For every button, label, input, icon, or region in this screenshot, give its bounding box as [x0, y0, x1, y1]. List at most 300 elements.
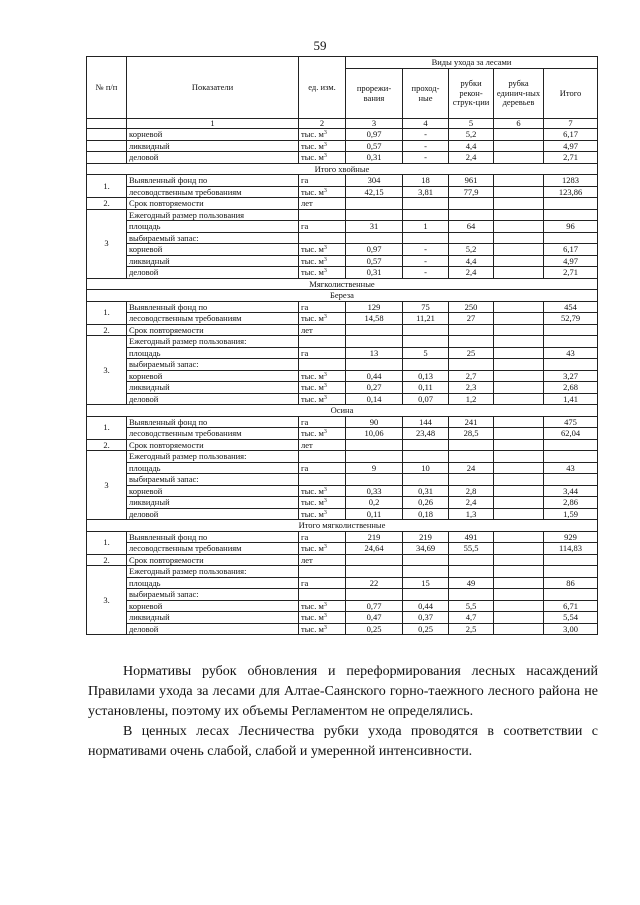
row-label: Ежегодный размер пользования: — [127, 451, 299, 463]
value-cell: 0,77 — [346, 600, 403, 612]
value-cell: 0,14 — [346, 393, 403, 405]
value-cell — [544, 359, 598, 371]
value-cell: 961 — [449, 175, 494, 187]
section-title: Осина — [87, 405, 598, 417]
row-number: 1. — [87, 301, 127, 324]
value-cell — [346, 209, 403, 221]
row-label: деловой — [127, 393, 299, 405]
value-cell — [494, 140, 544, 152]
row-unit — [299, 451, 346, 463]
row-label: Выявленный фонд по — [127, 531, 299, 543]
value-cell — [449, 554, 494, 566]
row-unit: тыс. $м^3$ — [299, 129, 346, 141]
value-cell: 96 — [544, 221, 598, 233]
value-cell — [494, 554, 544, 566]
table-row — [87, 393, 598, 405]
value-cell: 1,59 — [544, 508, 598, 520]
row-label: деловой — [127, 623, 299, 635]
value-cell — [403, 198, 449, 210]
col-header-passing: проход-ные — [403, 69, 449, 119]
value-cell: 0,31 — [403, 485, 449, 497]
table-row — [87, 198, 598, 210]
value-cell — [403, 232, 449, 244]
paragraph: В ценных лесах Лесничества рубки ухода проводятся в соответствии с нормативами очень слабой, слабой и умеренной интенсивности. — [88, 724, 598, 759]
value-cell: 43 — [544, 462, 598, 474]
value-cell — [494, 244, 544, 256]
row-number: 1. — [87, 531, 127, 554]
value-cell — [494, 313, 544, 325]
row-unit: тыс. $м^3$ — [299, 267, 346, 279]
value-cell: 62,04 — [544, 428, 598, 440]
value-cell — [544, 554, 598, 566]
value-cell — [544, 209, 598, 221]
row-label: ликвидный — [127, 497, 299, 509]
value-cell: 27 — [449, 313, 494, 325]
value-cell — [494, 451, 544, 463]
value-cell — [346, 336, 403, 348]
value-cell — [494, 301, 544, 313]
row-label: ликвидный — [127, 612, 299, 624]
row-label: выбираемый запас: — [127, 589, 299, 601]
table-row — [87, 186, 598, 198]
col-index: 7 — [544, 119, 598, 129]
table-row — [87, 451, 598, 463]
value-cell — [494, 462, 544, 474]
value-cell: 55,5 — [449, 543, 494, 555]
value-cell: 25 — [449, 347, 494, 359]
value-cell: 250 — [449, 301, 494, 313]
value-cell: 3,27 — [544, 370, 598, 382]
value-cell — [494, 324, 544, 336]
row-unit: га — [299, 462, 346, 474]
row-unit: тыс. $м^3$ — [299, 152, 346, 164]
row-unit: тыс. $м^3$ — [299, 543, 346, 555]
value-cell — [494, 255, 544, 267]
value-cell: 114,83 — [544, 543, 598, 555]
value-cell: 6,17 — [544, 244, 598, 256]
value-cell: 11,21 — [403, 313, 449, 325]
row-label: Срок повторяемости — [127, 324, 299, 336]
row-number — [87, 129, 127, 141]
body-text — [88, 662, 598, 762]
value-cell — [346, 566, 403, 578]
col-index — [87, 119, 127, 129]
col-index: 6 — [494, 119, 544, 129]
value-cell: 144 — [403, 416, 449, 428]
row-unit: тыс. $м^3$ — [299, 370, 346, 382]
value-cell: 5 — [403, 347, 449, 359]
table-row — [87, 485, 598, 497]
row-number: 3 — [87, 209, 127, 278]
value-cell: 4,4 — [449, 140, 494, 152]
page-number: 59 — [313, 38, 327, 53]
row-label: Выявленный фонд по — [127, 416, 299, 428]
value-cell — [494, 232, 544, 244]
value-cell — [449, 209, 494, 221]
table-row — [87, 209, 598, 221]
value-cell — [494, 497, 544, 509]
table-row — [87, 359, 598, 371]
row-label: Ежегодный размер пользования — [127, 209, 299, 221]
forest-care-table — [86, 56, 598, 635]
value-cell: 0,97 — [346, 244, 403, 256]
value-cell: - — [403, 129, 449, 141]
row-label: площадь — [127, 462, 299, 474]
row-unit — [299, 359, 346, 371]
row-unit: га — [299, 577, 346, 589]
value-cell: 2,71 — [544, 152, 598, 164]
value-cell: - — [403, 140, 449, 152]
row-number: 3 — [87, 451, 127, 520]
row-number: 2. — [87, 554, 127, 566]
row-unit: тыс. $м^3$ — [299, 497, 346, 509]
table-row — [87, 382, 598, 394]
row-number: 2. — [87, 198, 127, 210]
row-number — [87, 140, 127, 152]
table-body — [87, 129, 598, 635]
table-row — [87, 301, 598, 313]
value-cell: 0,27 — [346, 382, 403, 394]
value-cell: 0,31 — [346, 267, 403, 279]
row-number: 1. — [87, 416, 127, 439]
row-unit: тыс. $м^3$ — [299, 382, 346, 394]
value-cell — [403, 324, 449, 336]
section-title: Береза — [87, 290, 598, 302]
table-row — [87, 589, 598, 601]
row-label: лесоводственным требованиям — [127, 543, 299, 555]
value-cell: 5,54 — [544, 612, 598, 624]
row-unit: лет — [299, 439, 346, 451]
value-cell — [544, 451, 598, 463]
col-header-indicator: Показатели — [127, 57, 299, 119]
value-cell — [346, 232, 403, 244]
row-unit: га — [299, 347, 346, 359]
value-cell: 86 — [544, 577, 598, 589]
row-unit — [299, 474, 346, 486]
value-cell — [544, 566, 598, 578]
col-index: 2 — [299, 119, 346, 129]
value-cell — [449, 336, 494, 348]
row-label: выбираемый запас: — [127, 232, 299, 244]
value-cell: 0,31 — [346, 152, 403, 164]
row-unit: тыс. $м^3$ — [299, 600, 346, 612]
table-row — [87, 543, 598, 555]
row-unit: тыс. $м^3$ — [299, 508, 346, 520]
value-cell: 0,18 — [403, 508, 449, 520]
section-row — [87, 405, 598, 417]
value-cell: 42,15 — [346, 186, 403, 198]
value-cell: 5,2 — [449, 129, 494, 141]
table-row — [87, 221, 598, 233]
row-unit: тыс. $м^3$ — [299, 393, 346, 405]
value-cell — [449, 566, 494, 578]
row-unit: га — [299, 301, 346, 313]
table-row — [87, 336, 598, 348]
value-cell: 475 — [544, 416, 598, 428]
value-cell: 304 — [346, 175, 403, 187]
value-cell — [544, 439, 598, 451]
table-row — [87, 566, 598, 578]
value-cell: 2,68 — [544, 382, 598, 394]
value-cell — [403, 474, 449, 486]
row-label: деловой — [127, 152, 299, 164]
value-cell: 0,25 — [403, 623, 449, 635]
row-unit: лет — [299, 198, 346, 210]
value-cell: 0,44 — [346, 370, 403, 382]
value-cell — [494, 485, 544, 497]
value-cell: 2,7 — [449, 370, 494, 382]
table-row — [87, 232, 598, 244]
table-row — [87, 508, 598, 520]
value-cell — [494, 566, 544, 578]
value-cell — [494, 428, 544, 440]
row-label: корневой — [127, 129, 299, 141]
row-label: лесоводственным требованиям — [127, 186, 299, 198]
section-title: Итого хвойные — [87, 163, 598, 175]
value-cell — [544, 336, 598, 348]
value-cell: 3,81 — [403, 186, 449, 198]
value-cell: 1,2 — [449, 393, 494, 405]
value-cell: 1,41 — [544, 393, 598, 405]
value-cell — [346, 474, 403, 486]
value-cell: 43 — [544, 347, 598, 359]
value-cell: 18 — [403, 175, 449, 187]
row-label: корневой — [127, 370, 299, 382]
value-cell: 34,69 — [403, 543, 449, 555]
value-cell: 2,86 — [544, 497, 598, 509]
value-cell — [346, 589, 403, 601]
value-cell — [449, 439, 494, 451]
value-cell: 52,79 — [544, 313, 598, 325]
col-index: 3 — [346, 119, 403, 129]
value-cell: 0,13 — [403, 370, 449, 382]
value-cell: 24 — [449, 462, 494, 474]
value-cell: - — [403, 255, 449, 267]
col-header-total: Итого — [544, 69, 598, 119]
value-cell — [494, 209, 544, 221]
row-label: деловой — [127, 267, 299, 279]
value-cell — [449, 198, 494, 210]
value-cell — [403, 451, 449, 463]
value-cell — [346, 198, 403, 210]
row-label: Срок повторяемости — [127, 198, 299, 210]
value-cell: 77,9 — [449, 186, 494, 198]
value-cell: 4,7 — [449, 612, 494, 624]
value-cell: 3,00 — [544, 623, 598, 635]
col-header-unit: ед. изм. — [299, 57, 346, 119]
value-cell: 0,57 — [346, 255, 403, 267]
value-cell: 90 — [346, 416, 403, 428]
value-cell: 2,3 — [449, 382, 494, 394]
value-cell: 64 — [449, 221, 494, 233]
table-row — [87, 267, 598, 279]
value-cell: 454 — [544, 301, 598, 313]
value-cell: 0,07 — [403, 393, 449, 405]
row-unit: га — [299, 416, 346, 428]
col-header-group: Виды ухода за лесами — [346, 57, 598, 69]
value-cell — [544, 589, 598, 601]
row-label: Срок повторяемости — [127, 439, 299, 451]
value-cell: - — [403, 244, 449, 256]
section-row — [87, 278, 598, 290]
value-cell — [449, 474, 494, 486]
value-cell: 0,11 — [346, 508, 403, 520]
row-number: 2. — [87, 324, 127, 336]
value-cell — [449, 589, 494, 601]
value-cell — [494, 336, 544, 348]
value-cell: 0,26 — [403, 497, 449, 509]
row-label: Выявленный фонд по — [127, 301, 299, 313]
value-cell — [494, 152, 544, 164]
value-cell — [346, 451, 403, 463]
value-cell — [449, 324, 494, 336]
value-cell: 31 — [346, 221, 403, 233]
table-row — [87, 554, 598, 566]
value-cell: 4,97 — [544, 255, 598, 267]
table-row — [87, 416, 598, 428]
value-cell: 0,47 — [346, 612, 403, 624]
value-cell — [403, 566, 449, 578]
value-cell — [403, 589, 449, 601]
value-cell: 24,64 — [346, 543, 403, 555]
col-header-num: № п/п — [87, 57, 127, 119]
value-cell: 75 — [403, 301, 449, 313]
value-cell: 10,06 — [346, 428, 403, 440]
value-cell: 0,97 — [346, 129, 403, 141]
paragraph: Нормативы рубок обновления и переформирования лесных насаждений Правилами ухода за лесами для Алтае-Саянского горно-таежного лесного района не установлены, поэтому их объемы Регламентом не определялись. — [88, 664, 598, 719]
value-cell — [403, 336, 449, 348]
col-index: 5 — [449, 119, 494, 129]
value-cell — [494, 589, 544, 601]
row-label: лесоводственным требованиям — [127, 428, 299, 440]
table-row — [87, 474, 598, 486]
value-cell — [346, 324, 403, 336]
row-label: ликвидный — [127, 255, 299, 267]
row-label: Выявленный фонд по — [127, 175, 299, 187]
value-cell: 6,71 — [544, 600, 598, 612]
value-cell: 2,8 — [449, 485, 494, 497]
table-row — [87, 129, 598, 141]
row-label: деловой — [127, 508, 299, 520]
row-label: Срок повторяемости — [127, 554, 299, 566]
row-label: площадь — [127, 347, 299, 359]
table-row — [87, 577, 598, 589]
row-number: 1. — [87, 175, 127, 198]
value-cell — [494, 577, 544, 589]
row-label: корневой — [127, 485, 299, 497]
value-cell — [403, 439, 449, 451]
value-cell: 0,57 — [346, 140, 403, 152]
row-number: 3. — [87, 566, 127, 635]
value-cell: 15 — [403, 577, 449, 589]
section-title: Мягколиственные — [87, 278, 598, 290]
value-cell: 3,44 — [544, 485, 598, 497]
value-cell — [494, 439, 544, 451]
value-cell — [403, 209, 449, 221]
value-cell: 929 — [544, 531, 598, 543]
value-cell — [494, 129, 544, 141]
value-cell: 5,5 — [449, 600, 494, 612]
column-index-row — [87, 119, 598, 129]
row-unit: лет — [299, 554, 346, 566]
section-row — [87, 520, 598, 532]
value-cell: 2,4 — [449, 152, 494, 164]
value-cell — [494, 382, 544, 394]
row-unit: тыс. $м^3$ — [299, 428, 346, 440]
table-row — [87, 324, 598, 336]
value-cell — [544, 474, 598, 486]
value-cell: 2,4 — [449, 497, 494, 509]
value-cell — [544, 198, 598, 210]
row-label: выбираемый запас: — [127, 474, 299, 486]
row-unit: тыс. $м^3$ — [299, 244, 346, 256]
value-cell: 4,97 — [544, 140, 598, 152]
value-cell: 1,3 — [449, 508, 494, 520]
value-cell: 9 — [346, 462, 403, 474]
row-unit — [299, 566, 346, 578]
row-label: корневой — [127, 244, 299, 256]
value-cell — [494, 221, 544, 233]
table-row — [87, 623, 598, 635]
row-unit: га — [299, 175, 346, 187]
table-row — [87, 175, 598, 187]
value-cell: 2,4 — [449, 267, 494, 279]
value-cell — [494, 347, 544, 359]
value-cell: 0,44 — [403, 600, 449, 612]
section-title: Итого мягколиственные — [87, 520, 598, 532]
col-index: 4 — [403, 119, 449, 129]
row-unit: га — [299, 221, 346, 233]
row-unit: лет — [299, 324, 346, 336]
row-unit: тыс. $м^3$ — [299, 313, 346, 325]
value-cell: 0,25 — [346, 623, 403, 635]
value-cell: 14,58 — [346, 313, 403, 325]
value-cell — [346, 359, 403, 371]
value-cell — [449, 451, 494, 463]
value-cell — [494, 612, 544, 624]
value-cell — [494, 508, 544, 520]
value-cell: 123,86 — [544, 186, 598, 198]
value-cell — [494, 359, 544, 371]
value-cell: 23,48 — [403, 428, 449, 440]
table-row — [87, 347, 598, 359]
value-cell — [494, 600, 544, 612]
value-cell: 0,37 — [403, 612, 449, 624]
col-header-single-trees: рубка единич-ных деревьев — [494, 69, 544, 119]
value-cell: 241 — [449, 416, 494, 428]
value-cell — [494, 474, 544, 486]
value-cell: - — [403, 152, 449, 164]
table-row — [87, 244, 598, 256]
value-cell — [494, 531, 544, 543]
row-label: площадь — [127, 221, 299, 233]
row-label: лесоводственным требованиям — [127, 313, 299, 325]
row-label: Ежегодный размер пользования: — [127, 336, 299, 348]
col-header-thinning: прорежи-вания — [346, 69, 403, 119]
table-row — [87, 255, 598, 267]
row-unit: тыс. $м^3$ — [299, 140, 346, 152]
value-cell: 219 — [403, 531, 449, 543]
value-cell: 0,2 — [346, 497, 403, 509]
value-cell — [494, 416, 544, 428]
value-cell — [494, 543, 544, 555]
value-cell: 1 — [403, 221, 449, 233]
value-cell — [494, 623, 544, 635]
value-cell — [449, 232, 494, 244]
table-row — [87, 612, 598, 624]
row-unit: тыс. $м^3$ — [299, 485, 346, 497]
value-cell: 6,17 — [544, 129, 598, 141]
